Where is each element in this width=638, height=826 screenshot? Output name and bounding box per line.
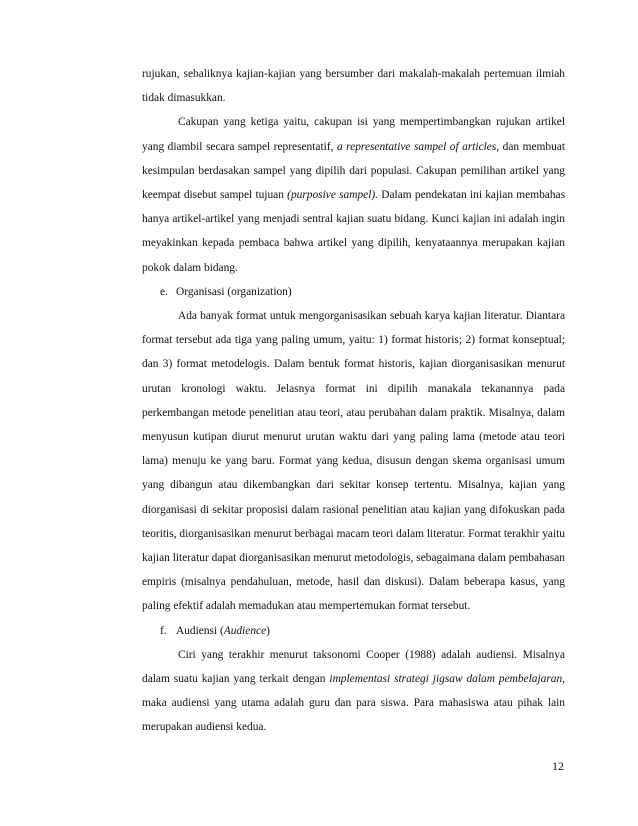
- paragraph-2-text-c: , dan membuat kesimpulan berdasakan sampel yang dipilih dari populasi. Cakupan pemilihan artikel yang keempat disebut sampel tujuan: [142, 140, 565, 202]
- paragraph-1: [142, 62, 565, 110]
- paragraph-3-text: Ada banyak format untuk mengorganisasikan sebuah karya kajian literatur. Diantara format tersebut ada tiga yang paling umum, yaitu: 1) format historis; 2) format konseptual; dan 3) format metodelogis. Dalam bentuk format historis, kajian diorganisasikan menurut urutan kronologi waktu. Jelasnya format ini dipilih manakala tekanannya pada perkembangan metode penelitian atau teori, atau perubahan dalam praktik. Misalnya, dalam menyusun kutipan diurut menurut urutan waktu dari yang paling lama (metode atau teori lama) menuju ke yang baru. Format yang kedua, disusun dengan skema organisasi umum yang dibangun atau dikembangkan dari sekitar konsep tertentu. Misalnya, kajian yang diorganisasi di sekitar proposisi dalam rasional penelitian atau kajian yang difokuskan pada teoritis, diorganisasikan menurut berbagai macam teori dalam literatur. Format terakhir yaitu kajian literatur dapat diorganisasikan menurut metodologis, sebagaimana dalam pembahasan empiris (misalnya pendahuluan, metode, hasil dan diskusi). Dalam beberapa kasus, yang paling efektif adalah memadukan atau mempertemukan format tersebut.: [142, 310, 565, 613]
- section-heading-e: [142, 280, 565, 304]
- section-heading-f: [142, 619, 565, 643]
- section-letter-e: e.: [160, 285, 168, 298]
- paragraph-2-italic-a: a representative sampel of articles: [336, 140, 497, 153]
- paragraph-2: [142, 110, 565, 279]
- paragraph-2-text-a: Cakupan yang ketiga yaitu, cakupan isi yang mempertimbangkan rujukan artikel yang diambil secara sampel representatif,: [142, 116, 565, 153]
- section-letter-f: f.: [160, 624, 167, 637]
- section-title-e: Organisasi (organization): [176, 285, 292, 298]
- section-title-f-italic: Audience: [223, 624, 267, 637]
- paragraph-3: [142, 304, 565, 619]
- paragraph-1-text: rujukan, sebaliknya kajian-kajian yang bersumber dari makalah-makalah pertemuan ilmiah tidak dimasukkan.: [142, 68, 565, 105]
- section-title-f-a: Audiensi (: [176, 624, 224, 637]
- paragraph-2-text-e: Dalam pendekatan ini kajian membahas hanya artikel-artikel yang menjadi sentral kajian suatu bidang. Kunci kajian ini adalah ingin meyakinkan kepada pembaca bahwa artikel yang dipilih, kenyataannya merupakan kajian pokok dalam bidang.: [142, 189, 566, 274]
- body-text: [142, 62, 565, 740]
- paragraph-4: [142, 643, 565, 740]
- page-number: 12: [552, 759, 564, 773]
- paragraph-4-italic: implementasi strategi jigsaw dalam pembelajaran,: [329, 673, 565, 686]
- section-title-f-b: ): [266, 624, 270, 637]
- paragraph-4-text-c: maka audiensi yang utama adalah guru dan para siswa. Para mahasiswa atau pihak lain merupakan audiensi kedua.: [142, 697, 565, 734]
- paragraph-4-text-a: Ciri yang terakhir menurut taksonomi Cooper (1988) adalah audiensi. Misalnya dalam suatu kajian yang terkait dengan: [142, 648, 565, 686]
- paragraph-2-italic-b: (purposive sampel).: [287, 189, 379, 202]
